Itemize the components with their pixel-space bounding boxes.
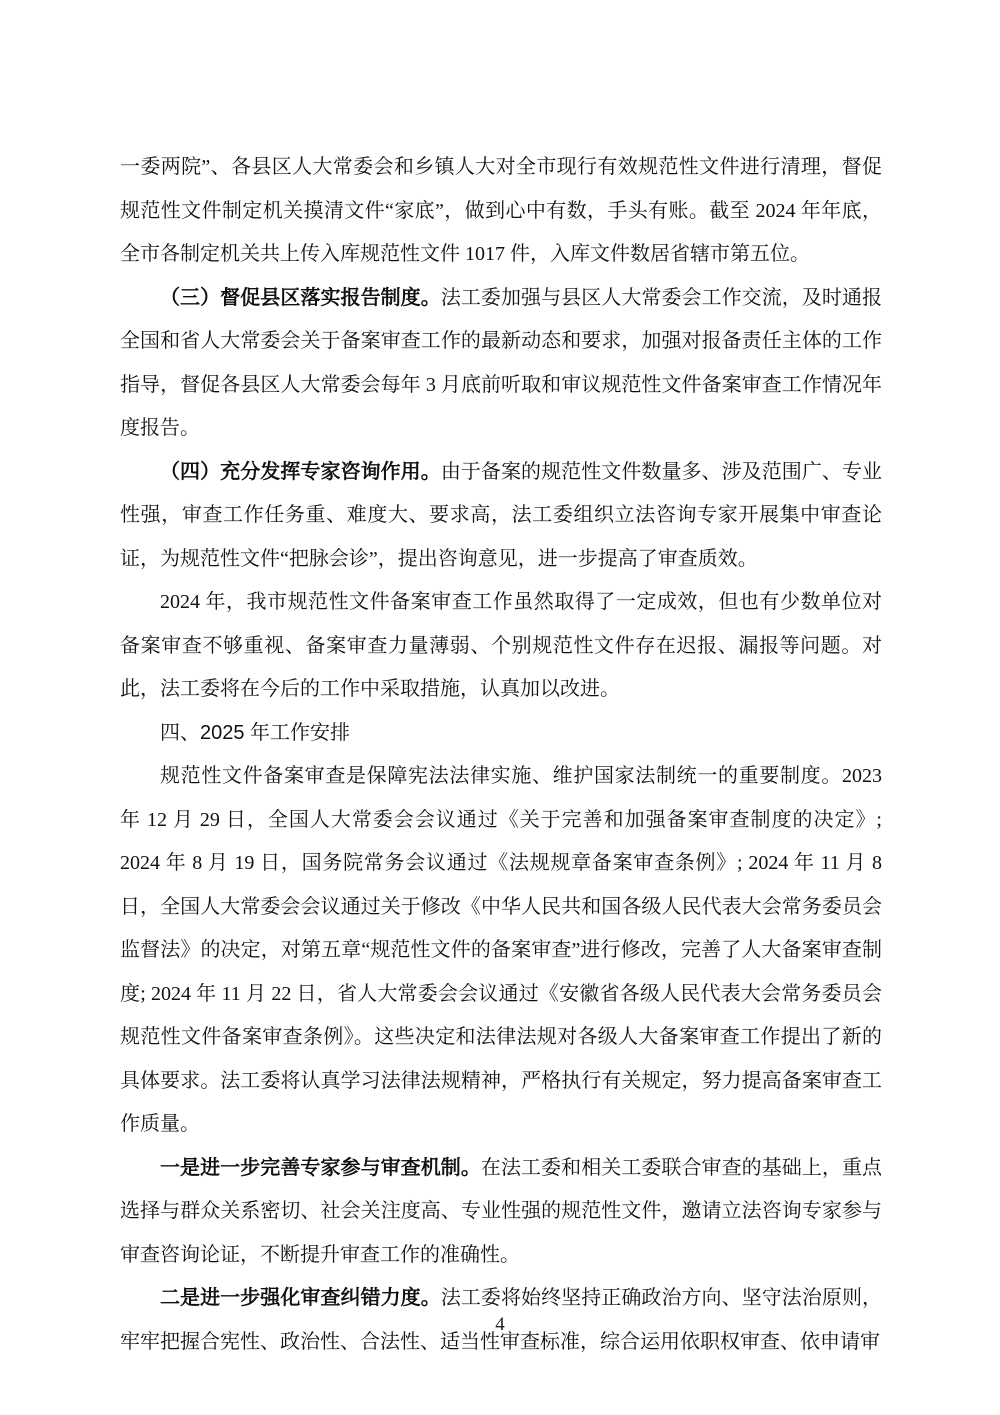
paragraph-lead: 二是进一步强化审查纠错力度。	[160, 1287, 441, 1309]
paragraph-text: 法工委加强与县区人大常委会工作交流，及时通报全国和省人大常委会关于备案审查工作的最新动态和要求，加强对报备责任主体的工作指导，督促各县区人大常委会每年 3 月底前听取和审议规范性文件备案审查工作情况年度报告。	[120, 286, 883, 439]
paragraph-lead: 一是进一步完善专家参与审查机制。	[160, 1156, 481, 1179]
page-number: 4	[495, 1314, 505, 1335]
paragraph-text: 一委两院”、各县区人大常委会和乡镇人大对全市现行有效规范性文件进行清理，督促规范性文件制定机关摸清文件“家底”，做到心中有数，手头有账。截至 2024 年年底，全市各制定机关共上传入库规范性文件 1017 件，入库文件数居省辖市第五位。	[120, 156, 882, 265]
paragraph-lead: （四）充分发挥专家咨询作用。	[160, 460, 441, 483]
document-body	[120, 146, 882, 1364]
paragraph-item-4	[120, 451, 882, 582]
paragraph-text: 规范性文件备案审查是保障宪法法律实施、维护国家法制统一的重要制度。2023 年 12 月 29 日，全国人大常委会会议通过《关于完善和加强备案审查制度的决定》; 2024 年 8 月 19 日，国务院常务会议通过《法规规章备案审查条例》; 2024 年 11 月 8 日，全国人大常委会会议通过关于修改《中华人民共和国各级人民代表大会常务委员会监督法》的决定，对第五章“规范性文件的备案审查”进行修改，完善了人大备案审查制度; 2024 年 11 月 22 日，省人大常委会会议通过《安徽省各级人民代表大会常务委员会规范性文件备案审查条例》。这些决定和法律法规对各级人大备案审查工作提出了新的具体要求。法工委将认真学习法律法规精神，严格执行有关规定，努力提高备案审查工作质量。	[120, 765, 882, 1135]
section-heading	[120, 712, 882, 756]
paragraph-measure-1	[120, 1147, 882, 1278]
paragraph-text: 由于备案的规范性文件数量多、涉及范围广、专业性强，审查工作任务重、难度大、要求高，法工委组织立法咨询专家开展集中审查论证，为规范性文件“把脉会诊”，提出咨询意见，进一步提高了审查质效。	[120, 460, 883, 570]
section-heading-text: 四、2025 年工作安排	[160, 721, 351, 744]
page-footer	[0, 1310, 1000, 1340]
paragraph-item-3	[120, 277, 882, 451]
paragraph-continuation	[120, 146, 882, 277]
paragraph-summary	[120, 581, 882, 712]
paragraph-intro-2025	[120, 755, 882, 1147]
paragraph-lead: （三）督促县区落实报告制度。	[160, 286, 441, 309]
paragraph-text: 法工委将始终坚持正确政治方向、坚守法治原则，牢牢把握合宪性、政治性、合法性、适当性审查标准，综合运用依职权审查、依申请审	[120, 1287, 883, 1353]
paragraph-text: 在法工委和相关工委联合审查的基础上，重点选择与群众关系密切、社会关注度高、专业性强的规范性文件，邀请立法咨询专家参与审查咨询论证，不断提升审查工作的准确性。	[120, 1156, 883, 1266]
paragraph-text: 2024 年，我市规范性文件备案审查工作虽然取得了一定成效，但也有少数单位对备案审查不够重视、备案审查力量薄弱、个别规范性文件存在迟报、漏报等问题。对此，法工委将在今后的工作中采取措施，认真加以改进。	[120, 591, 882, 700]
